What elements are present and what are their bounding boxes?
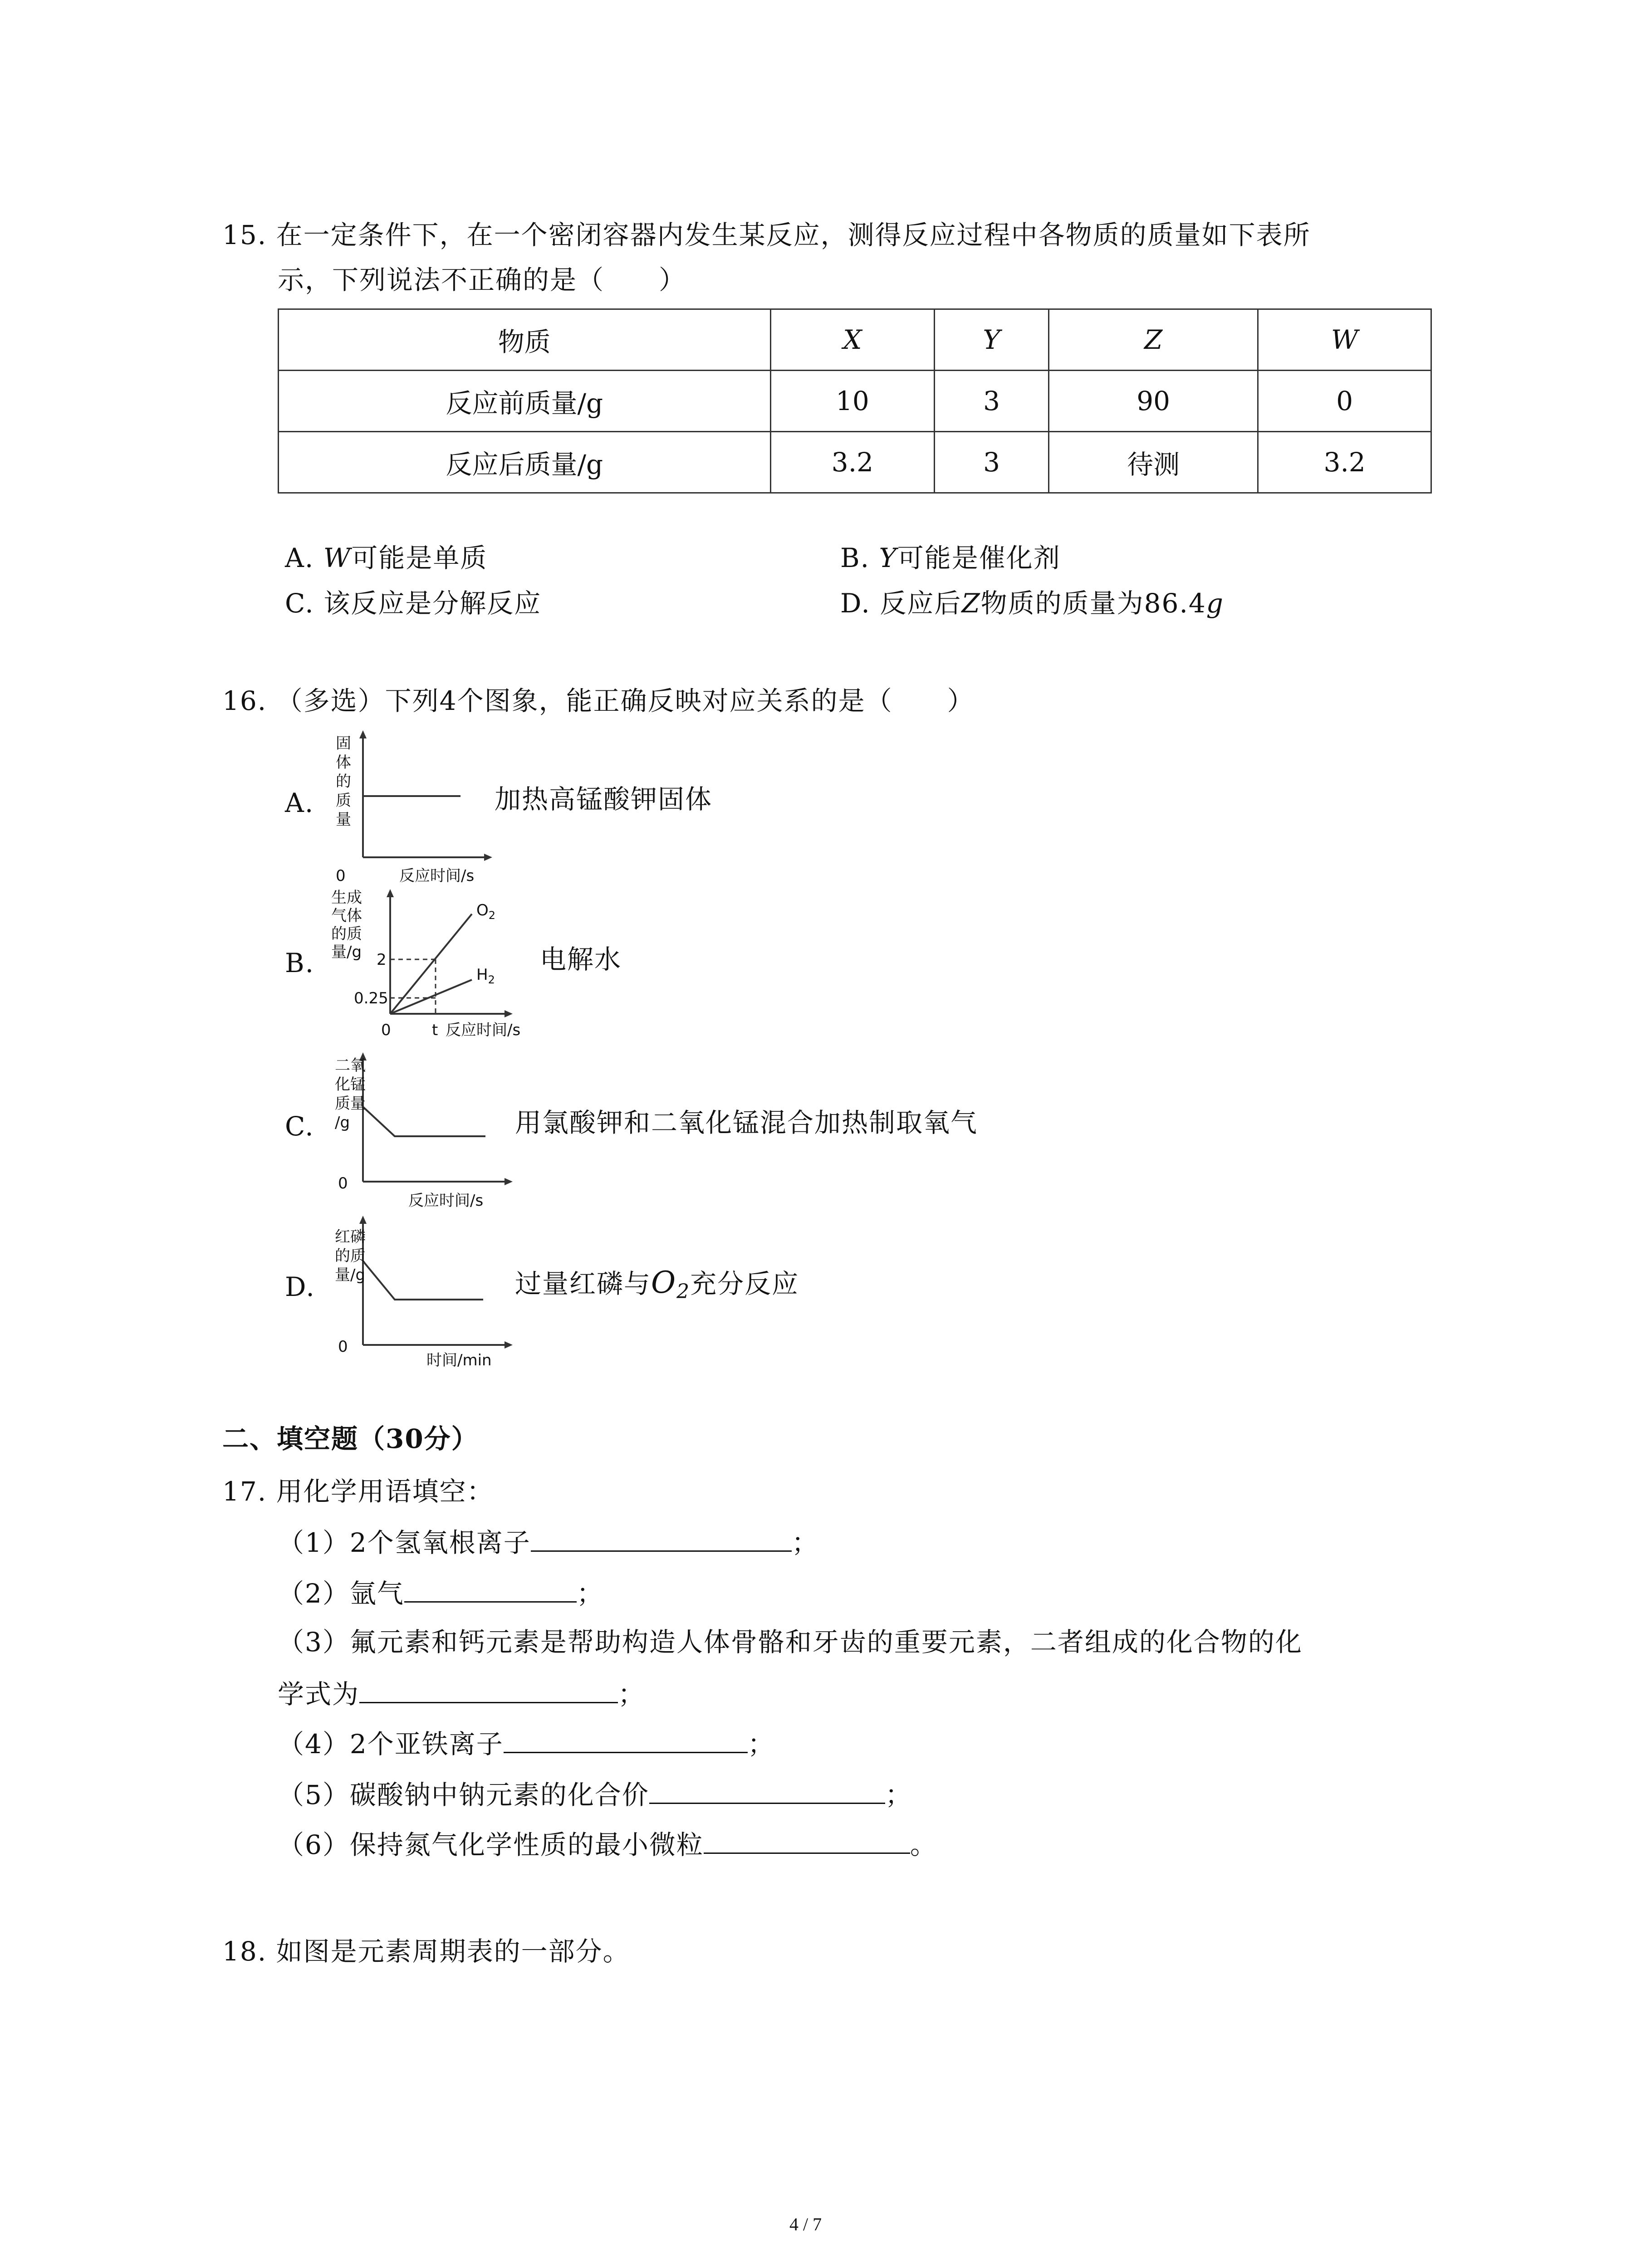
y-label: 二氧 [335, 1056, 366, 1075]
q16-option-b-label: B. [285, 948, 315, 978]
q17-stem: 17. 用化学用语填空： [222, 1476, 494, 1507]
table-cell: 0 [1258, 371, 1431, 432]
table-cell: 反应后质量/g [279, 432, 771, 493]
table-cell: 10 [770, 371, 935, 432]
option-label: B. [840, 543, 870, 573]
q17-item-4 [278, 1724, 775, 1762]
option-text: 可能是催化剂 [897, 543, 1061, 573]
q16-option-d-text [515, 1265, 799, 1310]
x-label: 时间/min [426, 1351, 492, 1369]
q16-option-a-label: A. [285, 787, 314, 818]
table-cell: 3 [935, 432, 1049, 493]
answer-blank[interactable] [404, 1573, 577, 1603]
graph-c [327, 1052, 517, 1211]
series-label-o2: $O_2$ [476, 901, 496, 922]
answer-blank[interactable] [359, 1674, 618, 1703]
q17-item-1 [278, 1522, 819, 1561]
item-text: （4）2个亚铁离子 [278, 1729, 504, 1760]
x-axis-arrow-icon [505, 1341, 513, 1349]
answer-blank[interactable] [649, 1774, 885, 1804]
option-var: W [323, 543, 352, 573]
y-axis-arrow-icon [359, 730, 367, 738]
item-text: 学式为 [278, 1679, 360, 1710]
q15-stem-line1: 15. 在一定条件下，在一个密闭容器内发生某反应，测得反应过程中各物质的质量如下表所 [222, 220, 1311, 250]
q15-stem-line2: 示，下列说法不正确的是（ ） [278, 264, 686, 295]
y-label: 生成 [331, 889, 362, 907]
q15-table [278, 308, 1432, 494]
punctuation: ； [791, 1527, 819, 1558]
origin-label: 0 [336, 867, 346, 885]
q16-option-b-text: 电解水 [540, 944, 622, 975]
q17-item-3-line2 [278, 1674, 645, 1712]
table-cell: 待测 [1048, 432, 1258, 493]
origin-label: 0 [338, 1174, 348, 1193]
item-text: （5）碳酸钠中钠元素的化合价 [278, 1779, 649, 1810]
origin-label: 0 [338, 1338, 348, 1356]
table-cell: 3.2 [1258, 432, 1431, 493]
punctuation: ； [747, 1729, 775, 1760]
option-text: 反应后 [880, 588, 962, 619]
y-axis-arrow-icon [387, 889, 394, 897]
punctuation: ； [618, 1679, 646, 1710]
option-unit: g [1206, 588, 1224, 619]
q17-item-2 [278, 1573, 604, 1612]
table-cell: Z [1048, 309, 1258, 371]
graph-a [327, 730, 517, 894]
x-label: 反应时间/s [408, 1192, 484, 1210]
x-label: 反应时间/s [446, 1021, 521, 1039]
option-label: A. [285, 543, 314, 573]
option-var: Y [879, 543, 897, 573]
item-text: （2）氩气 [278, 1578, 404, 1609]
q16-option-c-text: 用氯酸钾和二氧化锰混合加热制取氧气 [515, 1107, 978, 1138]
y-label: 固 [336, 734, 351, 753]
table-cell: 3.2 [770, 432, 935, 493]
q16-stem: 16. （多选）下列4个图象，能正确反映对应关系的是（ ） [222, 685, 975, 716]
y-tick-label: 0.25 [354, 989, 388, 1007]
series-label-h2: $H_2$ [476, 966, 495, 986]
option-number: 86.4 [1144, 588, 1206, 619]
y-label: /g [335, 1114, 350, 1132]
q15-option-b [840, 540, 1061, 576]
table-cell: 物质 [279, 309, 771, 371]
section-title: 二、填空题（30分） [222, 1423, 479, 1454]
table-cell: 反应前质量/g [279, 371, 771, 432]
y-label: 质量 [335, 1095, 366, 1113]
table-cell: 3 [935, 371, 1049, 432]
q15-option-a [285, 540, 487, 576]
y-label: 量/g [335, 1266, 366, 1284]
x-axis-arrow-icon [505, 1010, 513, 1017]
option-text: 可能是单质 [351, 543, 488, 573]
table-cell: X [770, 309, 935, 371]
y-label: 红磷 [335, 1228, 366, 1246]
q16-option-a-text: 加热高锰酸钾固体 [495, 784, 713, 815]
y-label: 的质 [331, 925, 362, 943]
q17-item-5 [278, 1774, 912, 1813]
y-label: 的质 [335, 1247, 366, 1265]
series-line-o2 [390, 914, 472, 1014]
page-number: 4 / 7 [789, 2214, 822, 2234]
answer-blank[interactable] [504, 1724, 748, 1753]
x-tick-label: t [432, 1021, 438, 1039]
option-text: 该反应是分解反应 [323, 588, 542, 619]
q15-option-c [285, 585, 541, 621]
x-axis-arrow-icon [505, 1178, 513, 1185]
x-axis-arrow-icon [484, 854, 492, 861]
y-label: 气体 [331, 907, 362, 925]
series-line [363, 1107, 485, 1136]
table-cell: Y [935, 309, 1049, 371]
graph-d [327, 1216, 517, 1370]
y-label: 化锰 [335, 1075, 366, 1094]
x-label: 反应时间/s [399, 867, 475, 885]
y-tick-label: 2 [377, 951, 387, 969]
q15-option-d [840, 585, 1224, 621]
answer-blank[interactable] [531, 1522, 792, 1552]
table-row [279, 432, 1431, 493]
item-text: （6）保持氮气化学性质的最小微粒 [278, 1829, 704, 1860]
option-subscript: 2 [676, 1280, 691, 1303]
q17-item-3-line1: （3）氟元素和钙元素是帮助构造人体骨骼和牙齿的重要元素，二者组成的化合物的化 [278, 1627, 1303, 1657]
option-text: 充分反应 [690, 1268, 799, 1299]
y-label: 质 [336, 792, 351, 810]
option-text: 过量红磷与 [515, 1268, 652, 1299]
q17-item-6 [278, 1824, 937, 1863]
item-text: （1）2个氢氧根离子 [278, 1527, 531, 1558]
y-label: 体 [336, 753, 351, 772]
origin-label: 0 [381, 1021, 391, 1039]
option-label: C. [285, 588, 314, 619]
answer-blank[interactable] [704, 1824, 910, 1854]
y-label: 量/g [331, 943, 362, 961]
q18-stem: 18. 如图是元素周期表的一部分。 [222, 1936, 630, 1967]
punctuation: ； [576, 1578, 604, 1609]
y-axis-arrow-icon [359, 1216, 367, 1224]
graph-b [327, 889, 544, 1048]
series-line [363, 1261, 483, 1300]
punctuation: 。 [910, 1829, 937, 1860]
y-label: 的 [336, 772, 351, 791]
y-label: 量 [336, 811, 351, 829]
table-cell: W [1258, 309, 1431, 371]
option-text: 物质的质量为 [980, 588, 1144, 619]
option-var: O [651, 1265, 677, 1300]
option-label: D. [840, 588, 871, 619]
punctuation: ； [885, 1779, 912, 1810]
table-header-row [279, 309, 1431, 371]
option-var: Z [961, 588, 981, 619]
table-cell: 90 [1048, 371, 1258, 432]
q16-option-d-label: D. [285, 1271, 315, 1302]
table-row [279, 371, 1431, 432]
q16-option-c-label: C. [285, 1111, 314, 1142]
series-line-h2 [390, 980, 472, 1014]
